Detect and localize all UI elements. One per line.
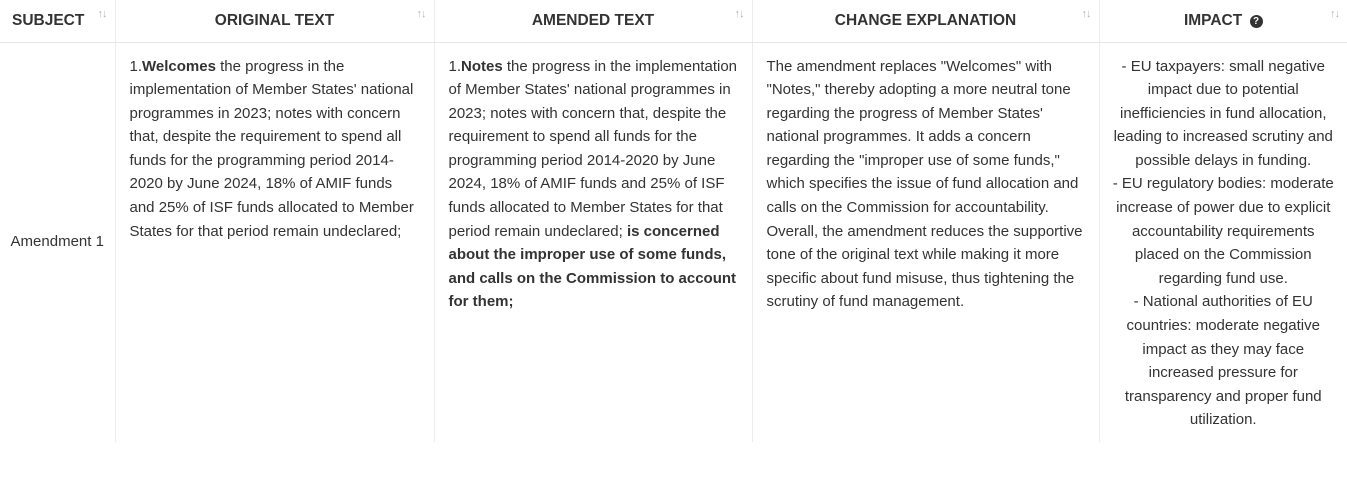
change-explanation-cell: The amendment replaces "Welcomes" with "Notes," thereby adopting a more neutral tone regarding the progress of Member States' national programmes. It adds a concern regarding the "improper use of some funds," which specifies the issue of fund allocation and calls on the Commission for accountability. Overall, the amendment reduces the supportive tone of the original text while making it more specific about fund misuse, thus tightening the scrutiny of fund management. [752, 42, 1099, 442]
impact-item: - EU taxpayers: small negative impact due to potential inefficiencies in fund allocation, leading to increased scrutiny and possible delays in funding. [1113, 57, 1333, 169]
amended-bold-word: Notes [461, 57, 503, 75]
original-rest: the progress in the implementation of Member States' national programmes in 2023; notes with concern that, despite the requirement to spend all funds for the programming period 2014-2020 by June 2024, 18% of AMIF funds and 25% of ISF funds allocated to Member States for that period remain undeclared; [129, 57, 414, 240]
sort-icon[interactable]: ↑↓ [734, 8, 744, 20]
impact-item: - EU regulatory bodies: moderate increase of power due to explicit accountability requirements placed on the Commission regarding fund use. [1112, 175, 1334, 287]
impact-item: - National authorities of EU countries: moderate negative impact as they may face increased pressure for transparency and proper fund utilization. [1124, 293, 1322, 429]
column-header-amended-text[interactable] [434, 0, 752, 42]
amended-bold-addition: is concerned about the improper use of some funds, and calls on the Commission to account for them; [448, 222, 737, 311]
table-row [0, 42, 1347, 442]
sort-icon[interactable]: ↑↓ [416, 8, 426, 20]
original-text-cell [115, 42, 434, 442]
help-icon[interactable]: ? [1250, 15, 1263, 28]
sort-icon[interactable]: ↑↓ [1081, 8, 1091, 20]
column-header-subject-label: SUBJECT [12, 11, 85, 29]
amended-middle: the progress in the implementation of Member States' national programmes in 2023; notes with concern that, despite the requirement to spend all funds for the programming period 2014-2020 by June 2024, 18% of AMIF funds and 25% of ISF funds allocated to Member States for that period remain undeclared; [448, 57, 737, 240]
original-bold-word: Welcomes [142, 57, 216, 75]
column-header-change-explanation[interactable] [752, 0, 1099, 42]
column-header-impact[interactable] [1099, 0, 1347, 42]
column-header-explanation-label: CHANGE EXPLANATION [834, 11, 1017, 29]
subject-cell: Amendment 1 [0, 42, 115, 442]
column-header-original-label: ORIGINAL TEXT [214, 11, 335, 29]
sort-icon[interactable]: ↑↓ [1330, 8, 1339, 20]
impact-cell [1099, 42, 1347, 442]
table-header-row [0, 0, 1347, 42]
amended-prefix: 1. [448, 57, 462, 75]
column-header-original-text[interactable] [115, 0, 434, 42]
column-header-impact-label: IMPACT [1183, 11, 1243, 29]
original-prefix: 1. [129, 57, 143, 75]
column-header-amended-label: AMENDED TEXT [531, 11, 655, 29]
sort-icon[interactable]: ↑↓ [97, 8, 107, 20]
amended-text-cell [434, 42, 752, 442]
column-header-subject[interactable] [0, 0, 115, 42]
